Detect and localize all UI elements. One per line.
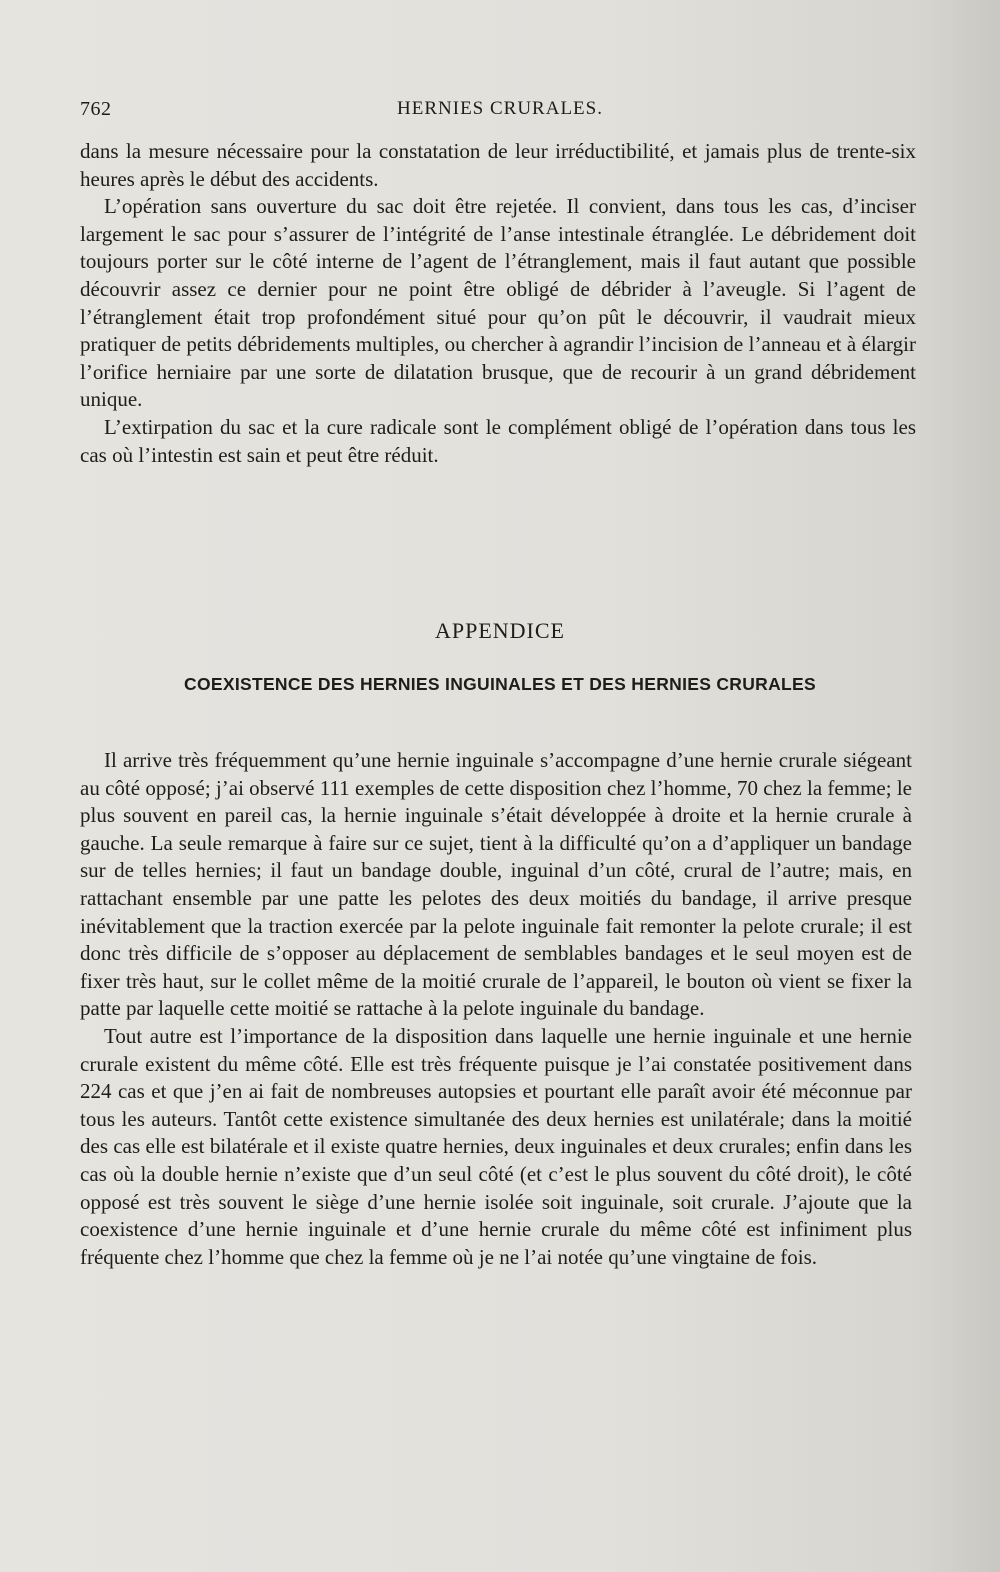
- paragraph-operation: L’opération sans ouverture du sac doit être rejetée. Il convient, dans tous les cas, d’inciser largement le sac pour s’assurer de l’intégrité de l’anse intestinale étranglée. Le débridement doit toujours porter sur le côté interne de l’agent de l’étranglement, mais il faut autant que possible découvrir assez ce dernier pour ne point être obligé de débrider à l’aveugle. Si l’agent de l’étranglement était trop profondément situé pour qu’on pût le découvrir, il vaudrait mieux pratiquer de petits débridements multiples, ou chercher à agrandir l’incision de l’anneau et à élargir l’orifice herniaire par une sorte de dilatation brusque, que de recourir à un grand débridement unique.: [80, 194, 916, 412]
- bottom-text-block: [80, 747, 912, 1271]
- page-number: 762: [80, 98, 112, 120]
- top-text-block: [80, 138, 916, 469]
- page-header: [80, 98, 920, 128]
- paragraph-extirpation: L’extirpation du sac et la cure radicale sont le complément obligé de l’opération dans tous les cas où l’intestin est sain et peut être réduit.: [80, 414, 916, 467]
- appendix-heading: APPENDICE: [434, 618, 565, 643]
- paragraph-coexistence-opposite: Il arrive très fréquemment qu’une hernie inguinale s’accompagne d’une hernie crurale siégeant au côté opposé; j’ai observé 111 exemples de cette disposition chez l’homme, 70 chez la femme; le plus souvent en pareil cas, la hernie inguinale s’était développée à droite et la hernie crurale à gauche. La seule remarque à faire sur ce sujet, tient à la difficulté qu’on a d’appliquer un bandage sur de telles hernies; il faut un bandage double, inguinal d’un côté, crural de l’autre; mais, en rattachant ensemble par une patte les pelotes des deux moitiés du bandage, il arrive presque inévitablement que la traction exercée par la pelote inguinale fait remonter la pelote crurale; il est donc très difficile de s’opposer au déplacement de semblables bandages et le seul moyen est de fixer très haut, sur le collet même de la moitié crurale de l’appareil, le bouton où vient se fixer la patte par laquelle cette moitié se rattache à la pelote inguinale du bandage.: [80, 748, 912, 1021]
- section-heading: COEXISTENCE DES HERNIES INGUINALES ET DES HERNIES CRURALES: [184, 674, 816, 694]
- paragraph-continuation: dans la mesure nécessaire pour la constatation de leur irréductibilité, et jamais plus de trente-six heures après le début des accidents.: [80, 139, 916, 191]
- running-title: HERNIES CRURALES.: [397, 98, 603, 119]
- paragraph-coexistence-same-side: Tout autre est l’importance de la disposition dans laquelle une hernie inguinale et une hernie crurale existent du même côté. Elle est très fréquente puisque je l’ai constatée positivement dans 224 cas et que j’en ai fait de nombreuses autopsies et pourtant elle paraît avoir été méconnue par tous les auteurs. Tantôt cette existence simultanée des deux hernies est unilatérale; dans la moitié des cas elle est bilatérale et il existe quatre hernies, deux inguinales et deux crurales; enfin dans les cas où la double hernie n’existe que d’un seul côté (et c’est le plus souvent du côté droit), le côté opposé est très souvent le siège d’une hernie isolée soit inguinale, soit crurale. J’ajoute que la coexistence d’une hernie inguinale et d’une hernie crurale du même côté est infiniment plus fréquente chez l’homme que chez la femme où je ne l’ai notée qu’une vingtaine de fois.: [80, 1023, 912, 1269]
